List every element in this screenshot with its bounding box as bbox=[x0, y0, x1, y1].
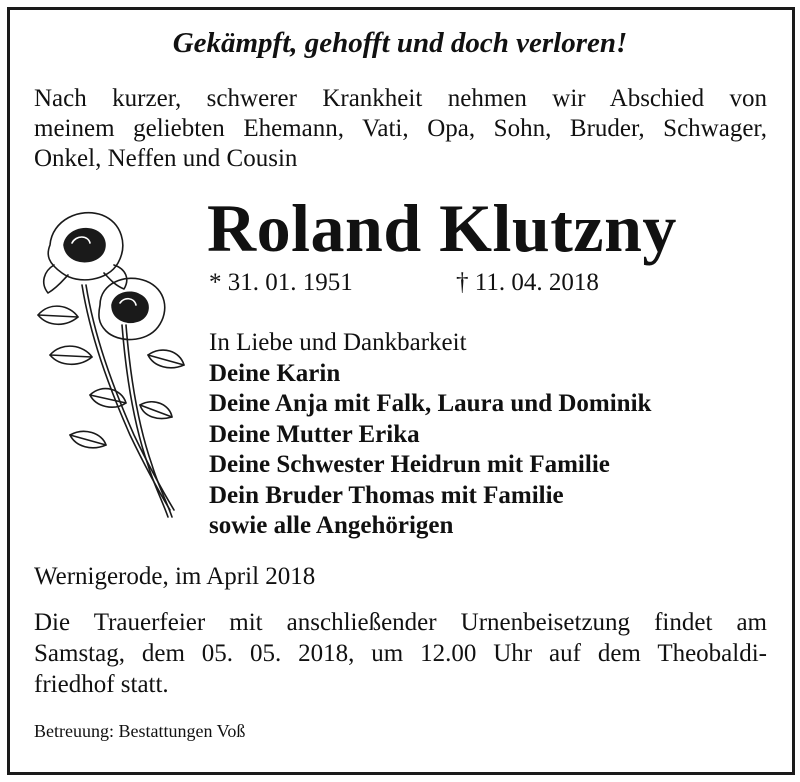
service-info bbox=[34, 607, 767, 700]
deceased-name: Roland Klutzny bbox=[207, 190, 677, 266]
intro-line: Nach kurzer, schwerer Krankheit nehmen wir Abschied von bbox=[34, 85, 767, 112]
rose-bouquet-icon bbox=[30, 205, 200, 525]
motto-heading: Gekämpft, gehofft und doch verloren! bbox=[172, 27, 628, 59]
mourner-name: Deine Karin bbox=[209, 359, 341, 387]
birth-date: * 31. 01. 1951 bbox=[209, 269, 353, 296]
mourner-name: Dein Bruder Thomas mit Familie bbox=[209, 481, 564, 509]
intro-text bbox=[34, 84, 767, 174]
service-line: friedhof statt. bbox=[34, 671, 169, 698]
intro-line: meinem geliebten Ehemann, Vati, Opa, Sohn, Bruder, Schwager, bbox=[34, 115, 767, 142]
mourner-name: Deine Anja mit Falk, Laura und Dominik bbox=[209, 390, 652, 417]
mourner-name: Deine Mutter Erika bbox=[209, 420, 420, 448]
death-date: † 11. 04. 2018 bbox=[456, 269, 599, 296]
mourners-list bbox=[209, 328, 651, 542]
service-line: Samstag, dem 05. 05. 2018, um 12.00 Uhr auf dem Theobaldi- bbox=[34, 640, 767, 667]
service-line: Die Trauerfeier mit anschließender Urnenbeisetzung findet am bbox=[34, 609, 767, 636]
place-date: Wernigerode, im April 2018 bbox=[34, 563, 316, 590]
funeral-home-credit: Betreuung: Bestattungen Voß bbox=[34, 721, 246, 741]
intro-line: Onkel, Neffen und Cousin bbox=[34, 145, 298, 172]
mourner-name: sowie alle Angehörigen bbox=[209, 512, 454, 539]
mourner-name: Deine Schwester Heidrun mit Familie bbox=[209, 451, 610, 478]
mourners-intro: In Liebe und Dankbarkeit bbox=[209, 329, 467, 356]
